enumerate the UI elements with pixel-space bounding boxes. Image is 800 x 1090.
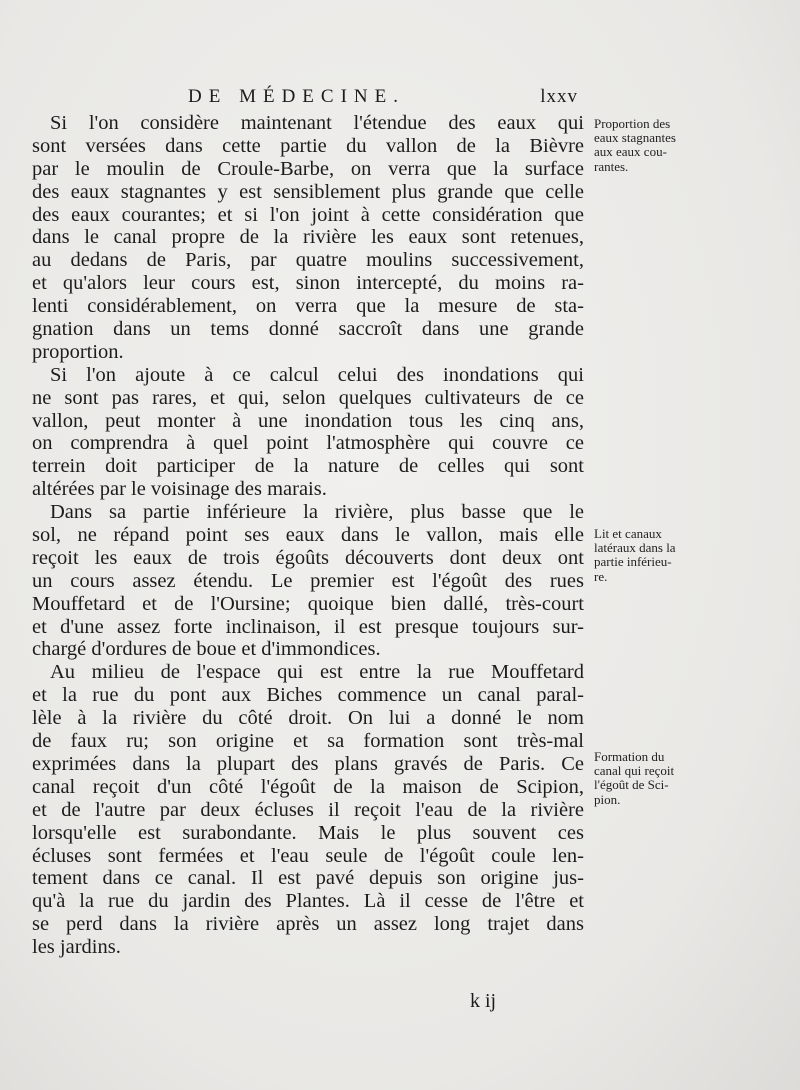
margin-note-line: partie inférieu- <box>594 554 672 570</box>
margin-note-line: pion. <box>594 791 621 807</box>
text-line: Au milieu de l'espace qui est entre la rue Mouffetard <box>50 661 584 684</box>
text-line: se perd dans la rivière après un assez long trajet dans <box>32 913 584 936</box>
page-number: lxxv <box>540 86 578 107</box>
text-line: lenti considérablement, on verra que la mesure de sta- <box>32 295 584 318</box>
text-line: terrein doit participer de la nature de celles qui sont <box>32 455 584 478</box>
text-line: par le moulin de Croule-Barbe, on verra que la surface <box>32 157 584 180</box>
text-line: reçoit les eaux de trois égoûts découverts dont deux ont <box>32 546 584 569</box>
text-line: un cours assez étendu. Le premier est l'égoût des rues <box>32 569 584 592</box>
text-line: et qu'alors leur cours est, sinon intercepté, du moins ra- <box>32 272 584 295</box>
text-line: tement dans ce canal. Il est pavé depuis son origine jus- <box>32 867 584 890</box>
text-line: Si l'on ajoute à ce calcul celui des inondations qui <box>50 363 584 386</box>
text-line: des eaux stagnantes y est sensiblement plus grande que celle <box>32 180 584 203</box>
text-line: vallon, peut monter à une inondation tous les cinq ans, <box>32 409 584 432</box>
margin-note-formation <box>594 750 712 807</box>
text-line: qu'à la rue du jardin des Plantes. Là il cesse de l'être et <box>32 890 584 913</box>
text-line: dans le canal propre de la rivière les eaux sont retenues, <box>32 226 584 249</box>
text-line: altérées par le voisinage des marais. <box>32 478 327 501</box>
margin-note-line: rantes. <box>594 158 629 174</box>
text-line: et la rue du pont aux Biches commence un canal paral- <box>32 684 584 707</box>
text-line: et de l'autre par deux écluses il reçoit l'eau de la rivière <box>32 798 584 821</box>
margin-note-line: latéraux dans la <box>594 540 676 556</box>
text-line: sol, ne répand point ses eaux dans le vallon, mais elle <box>32 524 584 547</box>
text-line: des eaux courantes; et si l'on joint à cette considération que <box>32 203 584 226</box>
text-line: Dans sa partie inférieure la rivière, plus basse que le <box>50 501 584 524</box>
margin-note-lit-canaux <box>594 527 712 584</box>
text-line: lorsqu'elle est surabondante. Mais le plus souvent ces <box>32 821 584 844</box>
text-line: écluses sont fermées et l'eau seule de l'égoût coule len- <box>32 844 584 867</box>
text-line: proportion. <box>32 340 124 363</box>
text-line: chargé d'ordures de boue et d'immondices. <box>32 638 381 661</box>
main-text <box>32 112 584 959</box>
text-line: ne sont pas rares, et qui, selon quelques cultivateurs de ce <box>32 386 584 409</box>
margin-note-line: Proportion des <box>594 116 671 131</box>
text-line: de faux ru; son origine et sa formation sont très-mal <box>32 730 584 753</box>
text-line: on comprendra à quel point l'atmosphère qui couvre ce <box>32 432 584 455</box>
margin-note-line: canal qui reçoit <box>594 763 675 779</box>
margin-note-proportion <box>594 117 712 174</box>
margin-note-line: aux eaux cou- <box>594 144 667 160</box>
text-line: exprimées dans la plupart des plans gravés de Paris. Ce <box>32 752 584 775</box>
margin-note-line: eaux stagnantes <box>594 130 676 146</box>
margin-note-line: re. <box>594 568 608 584</box>
text-line: au dedans de Paris, par quatre moulins successivement, <box>32 249 584 272</box>
margin-note-line: Formation du <box>594 749 665 764</box>
running-head <box>188 86 578 110</box>
text-line: gnation dans un tems donné saccroît dans une grande <box>32 318 584 341</box>
text-line: canal reçoit d'un côté l'égoût de la maison de Scipion, <box>32 775 584 798</box>
text-line: Mouffetard et de l'Oursine; quoique bien dallé, très-court <box>32 592 584 615</box>
catchword: k ij <box>470 990 497 1012</box>
text-line: Si l'on considère maintenant l'étendue des eaux qui <box>50 112 584 134</box>
text-line: les jardins. <box>32 936 121 959</box>
text-line: et d'une assez forte inclinaison, il est presque toujours sur- <box>32 615 584 638</box>
text-line: sont versées dans cette partie du vallon de la Bièvre <box>32 134 584 157</box>
margin-note-line: Lit et canaux <box>594 526 662 541</box>
running-title: DE MÉDECINE. <box>188 86 405 107</box>
text-line: lèle à la rivière du côté droit. On lui a donné le nom <box>32 707 584 730</box>
margin-note-line: l'égoût de Sci- <box>594 777 669 793</box>
